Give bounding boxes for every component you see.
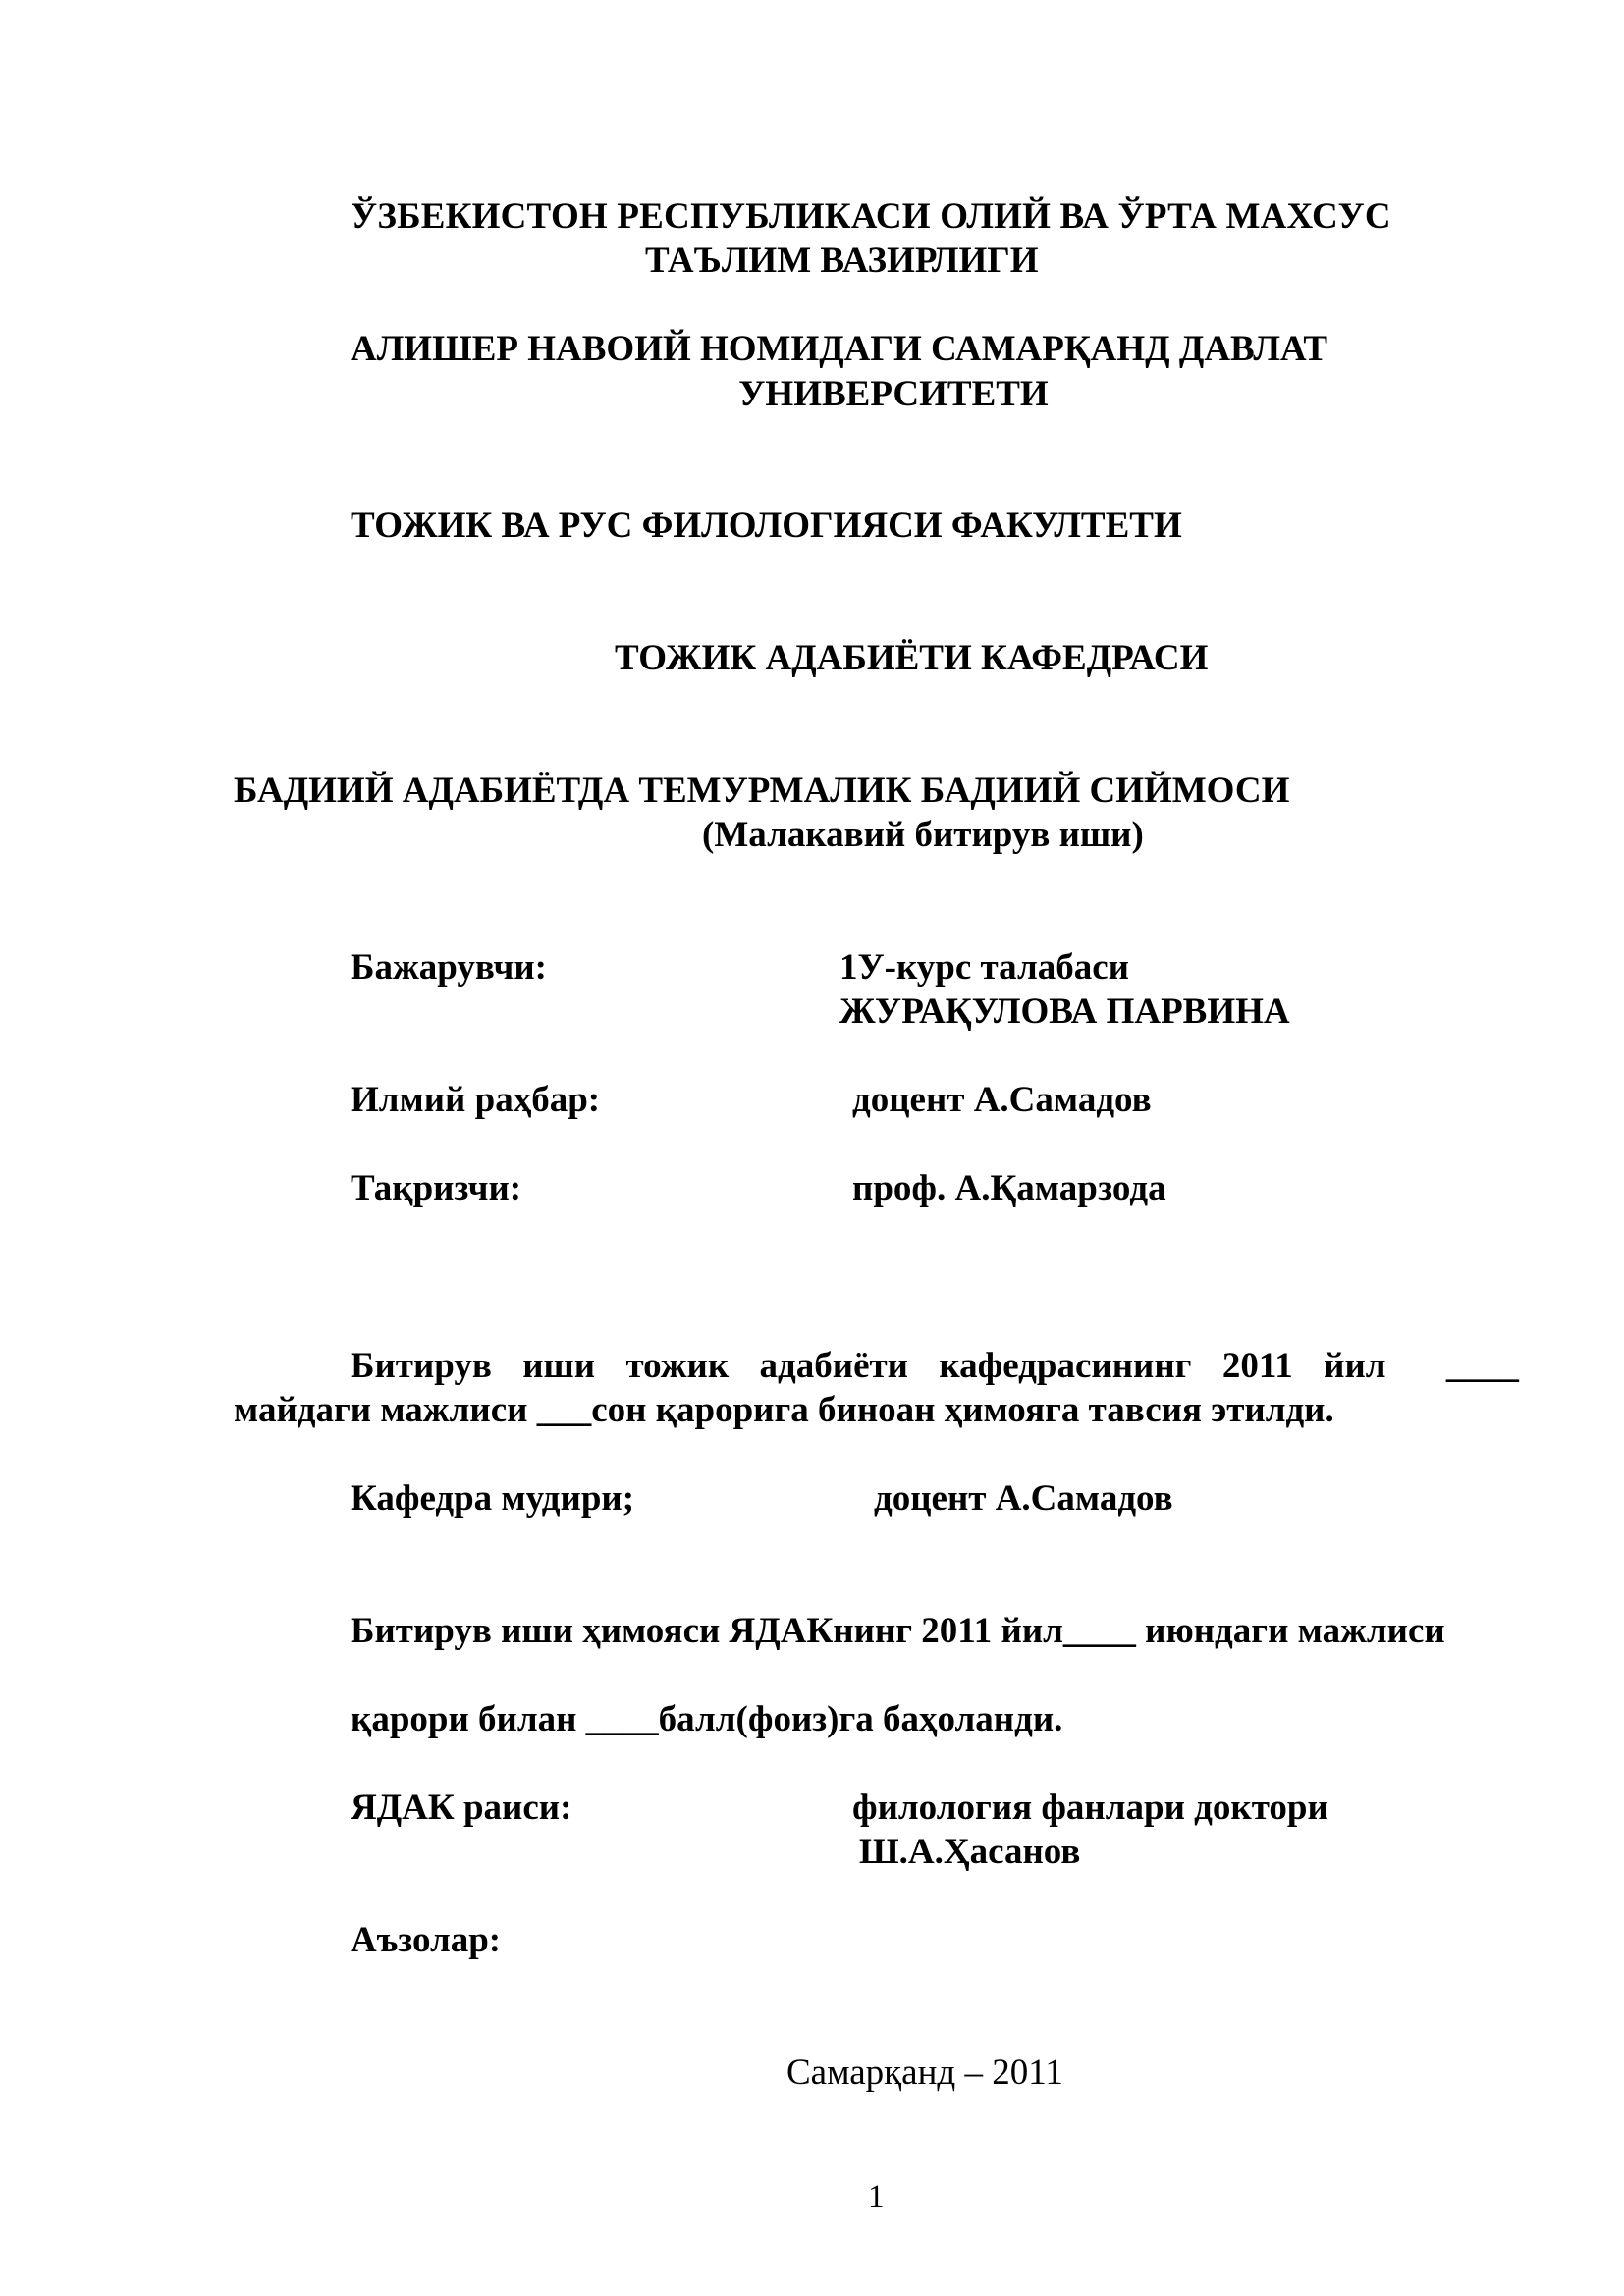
supervisor-label: Илмий раҳбар:: [351, 1080, 601, 1120]
recommendation-line1: [351, 1345, 1519, 1388]
performer-value-line1: 1У-курс талабаси: [839, 947, 1129, 988]
recommendation-word: 2011: [1221, 1346, 1293, 1386]
defense-line2: қарори билан ____балл(фоиз)га баҳоланди.: [351, 1699, 1063, 1739]
faculty-title: ТОЖИК ВА РУС ФИЛОЛОГИЯСИ ФАКУЛТЕТИ: [351, 506, 1182, 546]
performer-name: ЖУРАҚУЛОВА ПАРВИНА: [839, 991, 1290, 1032]
committee-chair-title: филология фанлари доктори: [852, 1788, 1328, 1828]
reviewer-label: Тақризчи:: [351, 1168, 522, 1208]
committee-chair-label: ЯДАК раиси:: [351, 1788, 572, 1828]
department-head-label: Кафедра мудири;: [351, 1478, 635, 1519]
defense-line1: Битирув иши ҳимояси ЯДАКнинг 2011 йил____ июндаги мажлиси: [351, 1611, 1445, 1651]
recommendation-word: тожик: [625, 1346, 730, 1386]
committee-members-label: Аъзолар:: [351, 1920, 502, 1960]
page-number: 1: [868, 2179, 885, 2215]
reviewer-value: проф. А.Қамарзода: [852, 1168, 1166, 1208]
recommendation-word: йил: [1324, 1346, 1386, 1386]
department-title: ТОЖИК АДАБИЁТИ КАФЕДРАСИ: [615, 638, 1209, 678]
place-year: Самарқанд – 2011: [786, 2053, 1063, 2093]
recommendation-word: адабиёти: [759, 1346, 908, 1386]
recommendation-word: кафедрасининг: [939, 1346, 1192, 1386]
committee-chair-name: Ш.А.Ҳасанов: [859, 1832, 1081, 1872]
supervisor-value: доцент А.Самадов: [852, 1080, 1152, 1120]
ministry-title-line2: ТАЪЛИМ ВАЗИРЛИГИ: [645, 240, 1039, 281]
department-head-value: доцент А.Самадов: [874, 1478, 1173, 1519]
thesis-subtitle: (Малакавий битирув иши): [702, 815, 1144, 855]
recommendation-line2: майдаги мажлиси ___сон қарорига биноан ҳимояга тавсия этилди.: [234, 1390, 1334, 1430]
recommendation-word: Битирув: [351, 1346, 492, 1386]
thesis-title: БАДИИЙ АДАБИЁТДА ТЕМУРМАЛИК БАДИИЙ СИЙМОСИ: [234, 771, 1290, 811]
ministry-title-line1: ЎЗБЕКИСТОН РЕСПУБЛИКАСИ ОЛИЙ ВА ЎРТА МАХСУС: [351, 196, 1391, 237]
university-title-line1: АЛИШЕР НАВОИЙ НОМИДАГИ САМАРҚАНД ДАВЛАТ: [351, 329, 1328, 369]
performer-label: Бажарувчи:: [351, 947, 547, 988]
university-title-line2: УНИВЕРСИТЕТИ: [738, 374, 1049, 414]
recommendation-word: иши: [522, 1346, 596, 1386]
recommendation-blank: ____: [1445, 1346, 1519, 1386]
